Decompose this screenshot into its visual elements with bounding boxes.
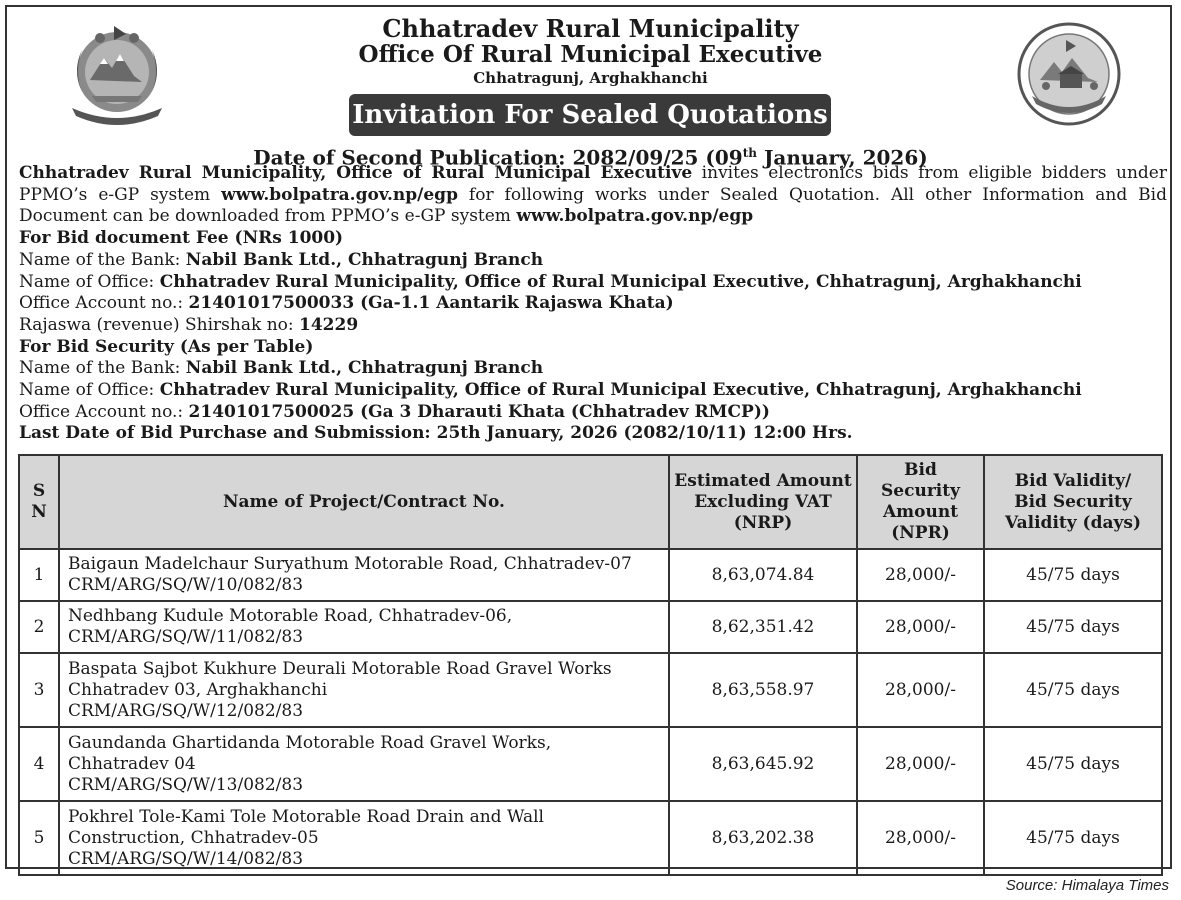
bid-table <box>18 454 1163 876</box>
egp-link-2[interactable]: www.bolpatra.gov.np/egp <box>516 206 754 227</box>
row-validity: 45/75 days <box>984 601 1162 653</box>
table-row <box>19 727 1162 801</box>
row-security: 28,000/- <box>857 801 984 875</box>
security-heading: For Bid Security (As per Table) <box>19 336 314 357</box>
table-row <box>19 801 1162 875</box>
row-validity: 45/75 days <box>984 549 1162 601</box>
row-amount: 8,63,645.92 <box>669 727 857 801</box>
header-amount: Estimated Amount Excluding VAT (NRP) <box>669 455 857 549</box>
table-row <box>19 549 1162 601</box>
security-account: Office Account no.: 21401017500025 (Ga 3 Dharauti Khata (Chhatradev RMCP)) <box>19 401 770 422</box>
row-security: 28,000/- <box>857 601 984 653</box>
row-validity: 45/75 days <box>984 801 1162 875</box>
fee-office: Name of Office: Chhatradev Rural Municipality, Office of Rural Municipal Executive, Chhatragunj, Arghakhanchi <box>19 271 1082 292</box>
notice-body <box>19 163 1167 445</box>
row-security: 28,000/- <box>857 653 984 727</box>
row-validity: 45/75 days <box>984 727 1162 801</box>
security-office: Name of Office: Chhatradev Rural Municipality, Office of Rural Municipal Executive, Chhatragunj, Arghakhanchi <box>19 380 1082 401</box>
header-project: Name of Project/Contract No. <box>59 455 669 549</box>
fee-bank: Name of the Bank: Nabil Bank Ltd., Chhatragunj Branch <box>19 249 544 270</box>
row-security: 28,000/- <box>857 727 984 801</box>
location: Chhatragunj, Arghakhanchi <box>473 69 708 87</box>
row-project: Gaundanda Ghartidanda Motorable Road Gravel Works, Chhatradev 04 CRM/ARG/SQ/W/13/082/83 <box>59 727 669 801</box>
row-sn: 2 <box>19 601 59 653</box>
row-sn: 1 <box>19 549 59 601</box>
row-sn: 5 <box>19 801 59 875</box>
header-security: Bid Security Amount (NPR) <box>857 455 984 549</box>
row-project: Pokhrel Tole-Kami Tole Motorable Road Drain and Wall Construction, Chhatradev-05 CRM/ARG/SQ/W/14/082/83 <box>59 801 669 875</box>
egp-link[interactable]: www.bolpatra.gov.np/egp <box>221 184 458 205</box>
table-row <box>19 653 1162 727</box>
row-amount: 8,62,351.42 <box>669 601 857 653</box>
header-validity: Bid Validity/ Bid Security Validity (days) <box>984 455 1162 549</box>
source-credit: Source: Himalaya Times <box>1005 877 1169 894</box>
row-sn: 4 <box>19 727 59 801</box>
table-row <box>19 601 1162 653</box>
row-amount: 8,63,202.38 <box>669 801 857 875</box>
row-amount: 8,63,074.84 <box>669 549 857 601</box>
fee-heading: For Bid document Fee (NRs 1000) <box>19 228 344 249</box>
deadline: Last Date of Bid Purchase and Submission: 25th January, 2026 (2082/10/11) 12:00 Hrs. <box>19 423 853 444</box>
org-name: Chhatradev Rural Municipality <box>382 14 799 43</box>
row-project: Nedhbang Kudule Motorable Road, Chhatradev-06, CRM/ARG/SQ/W/11/082/83 <box>59 601 669 653</box>
row-security: 28,000/- <box>857 549 984 601</box>
row-sn: 3 <box>19 653 59 727</box>
row-project: Baspata Sajbot Kukhure Deurali Motorable Road Gravel Works Chhatradev 03, Arghakhanchi CRM/ARG/SQ/W/12/082/83 <box>59 653 669 727</box>
row-amount: 8,63,558.97 <box>669 653 857 727</box>
header-sn: S N <box>19 455 59 549</box>
security-bank: Name of the Bank: Nabil Bank Ltd., Chhatragunj Branch <box>19 358 544 379</box>
row-project: Baigaun Madelchaur Suryathum Motorable Road, Chhatradev-07 CRM/ARG/SQ/W/10/082/83 <box>59 549 669 601</box>
fee-account: Office Account no.: 21401017500033 (Ga-1.1 Aantarik Rajaswa Khata) <box>19 293 674 314</box>
row-validity: 45/75 days <box>984 653 1162 727</box>
table-header-row <box>19 455 1162 549</box>
intro-paragraph: Chhatradev Rural Municipality, Office of Rural Municipal Executive invites electronics bids from eligible bidders under PPMO’s e-GP system www.bolpatra.gov.np/egp for following works under Sealed Quotation. All other Information and Bid Document can be downloaded from PPMO’s e-GP system www.bolpatra.gov.np/egp <box>19 163 1167 227</box>
office-name: Office Of Rural Municipal Executive <box>358 41 823 68</box>
publication-date: Date of Second Publication: 2082/09/25 (09th January, 2026) <box>253 145 928 170</box>
notice-title: Invitation For Sealed Quotations <box>349 94 831 136</box>
fee-shirshak: Rajaswa (revenue) Shirshak no: 14229 <box>19 314 359 335</box>
